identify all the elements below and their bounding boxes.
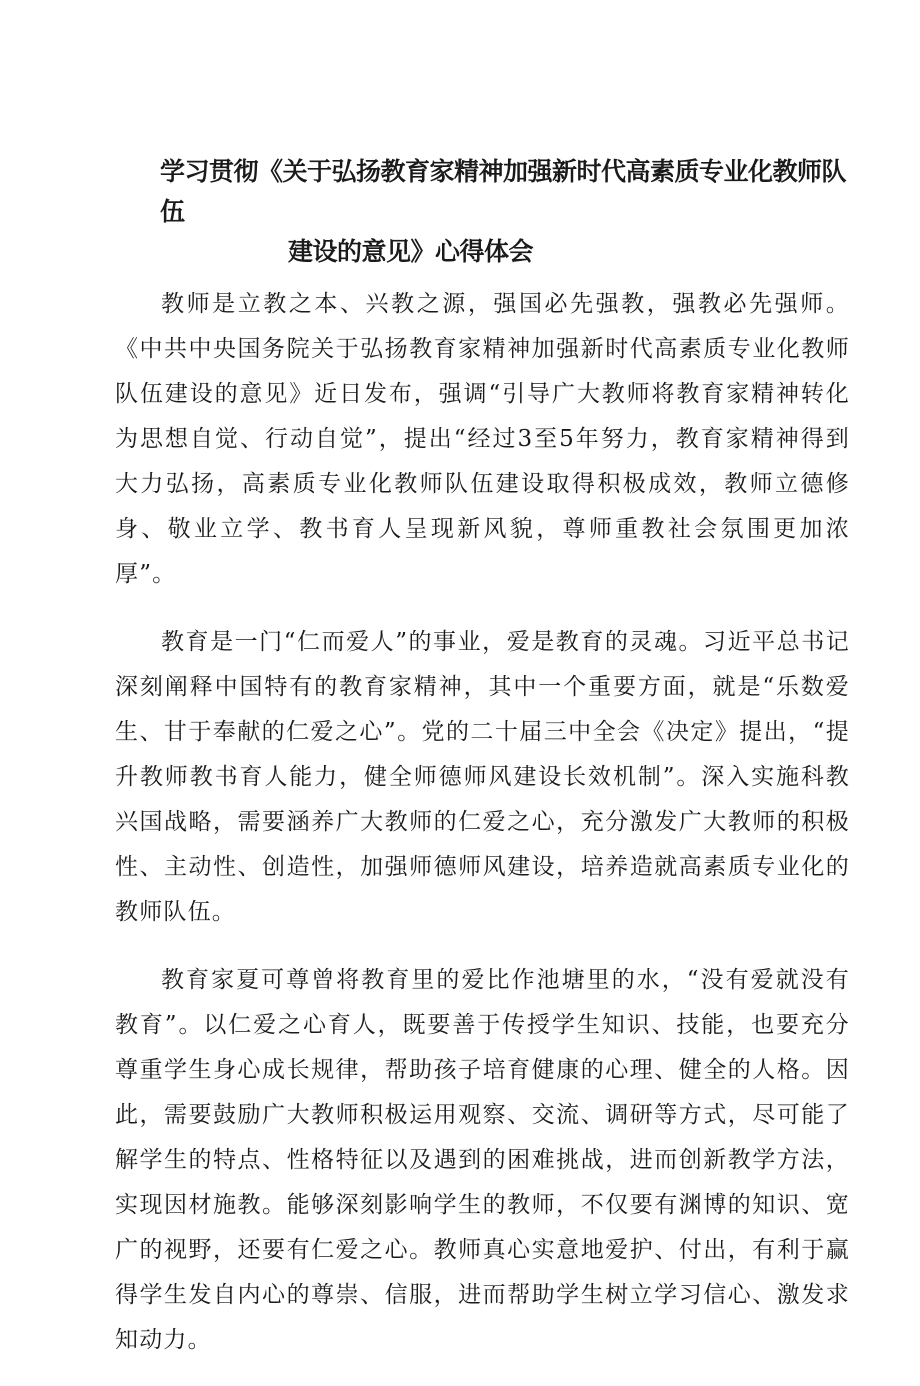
title-line-1: 学习贯彻《关于弘扬教育家精神加强新时代高素质专业化教师队伍 [160, 157, 847, 226]
paragraph-2: 教育是一门“仁而爱人”的事业，爱是教育的灵魂。习近平总书记深刻阐释中国特有的教育家精神，其中一个重要方面，就是“乐数爱生、甘于奉献的仁爱之心”。党的二十届三中全会《决定》提出，“提升教师教书育人能力，健全师德师风建设长效机制”。深入实施科教兴国战略，需要涵养广大教师的仁爱之心，充分激发广大教师的积极性、主动性、创造性，加强师德师风建设，培养造就高素质专业化的教师队伍。 [115, 629, 850, 925]
document-title [160, 152, 860, 272]
paragraph-1: 教师是立教之本、兴教之源，强国必先强教，强教必先强师。《中共中央国务院关于弘扬教育家精神加强新时代高素质专业化教师队伍建设的意见》近日发布，强调“引导广大教师将教育家精神转化为思想自觉、行动自觉”，提出“经过3至5年努力，教育家精神得到大力弘扬，高素质专业化教师队伍建设取得积极成效，教师立德修身、敬业立学、教书育人呈现新风貌，尊师重教社会氛围更加浓厚”。 [115, 291, 850, 587]
paragraph-3: 教育家夏可尊曾将教育里的爱比作池塘里的水，“没有爱就没有教育”。以仁爱之心育人，既要善于传授学生知识、技能，也要充分尊重学生身心成长规律，帮助孩子培育健康的心理、健全的人格。因此，需要鼓励广大教师积极运用观察、交流、调研等方式，尽可能了解学生的特点、性格特征以及遇到的困难挑战，进而创新教学方法，实现因材施教。能够深刻影响学生的教师，不仅要有渊博的知识、宽广的视野，还要有仁爱之心。教师真心实意地爱护、付出，有利于赢得学生发自内心的尊崇、信服，进而帮助学生树立学习信心、激发求知动力。 [115, 967, 850, 1353]
document-body [115, 282, 850, 1386]
title-line-2: 建设的意见》心得体会 [288, 237, 534, 266]
